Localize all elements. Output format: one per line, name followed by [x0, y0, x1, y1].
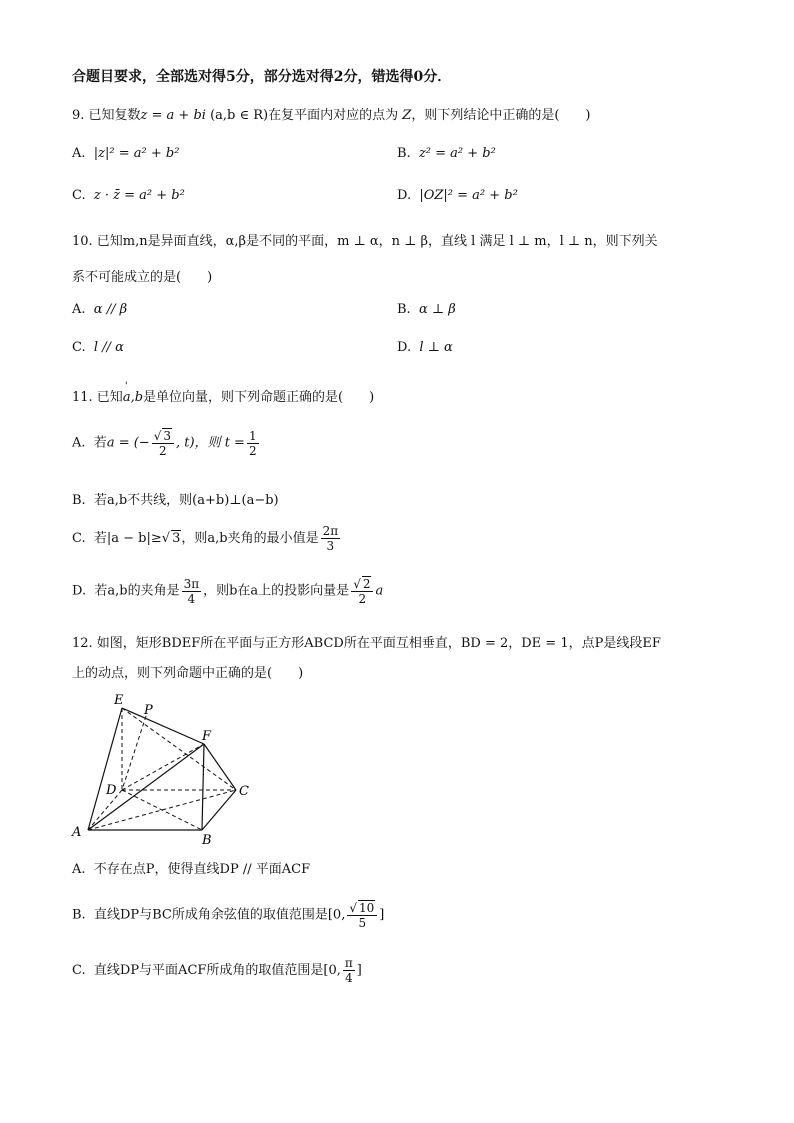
label-c: C — [239, 784, 249, 799]
sqrt-radicand: 3 — [172, 531, 181, 546]
option-label: A. — [72, 862, 86, 877]
edge-ec — [122, 708, 236, 790]
label-p: P — [144, 703, 153, 718]
fraction — [343, 956, 355, 985]
q9-c-expr: z · z̄ = a² + b² — [93, 188, 185, 203]
q12-option-a — [72, 858, 310, 877]
q10-b-expr: α ⊥ β — [418, 302, 456, 317]
option-label: A. — [72, 146, 86, 161]
q10-stem-line2: 系不可能成立的是( ) — [72, 270, 213, 285]
q11-option-c: C. 若|a − b|≥√ 3，则a,b夹角的最小值是 $\frac{2\pi}{3}$ — [72, 524, 339, 553]
edge-bc — [202, 790, 236, 830]
fraction-numerator: 3π — [183, 576, 200, 591]
geometry-figure — [64, 688, 264, 848]
sqrt-radicand: 2 — [362, 577, 371, 591]
sqrt-radicand: 10 — [359, 901, 375, 915]
q11-stem-b: 是单位向量，则下列命题正确的是( ) — [143, 390, 375, 405]
q9-option-c — [72, 188, 185, 203]
q12-stem-line1: 12. 如图，矩形BDEF所在平面与正方形ABCD所在平面互相垂直，BD = 2，DE = 1，点P是线段EF — [72, 636, 661, 651]
q12-option-b — [72, 900, 384, 930]
fraction: $\frac{√ 10}{5}$ — [347, 900, 377, 930]
option-label: D. — [397, 340, 412, 355]
fraction — [247, 429, 259, 458]
option-label: C. — [72, 531, 86, 546]
q9-a-expr: |z|² = a² + b² — [93, 146, 180, 161]
fraction-numerator: 1 — [248, 428, 257, 443]
fraction-denominator: 4 — [187, 591, 196, 606]
option-label: C. — [72, 963, 86, 978]
q11-a-post: , t)，则 — [175, 435, 221, 451]
label-f: F — [202, 729, 212, 744]
q11-d-pre: 若a,b的夹角是 — [94, 583, 180, 599]
edge-ea — [88, 708, 122, 830]
fraction-denominator: 2 — [358, 592, 367, 606]
fraction-denominator: 4 — [345, 971, 353, 985]
q11-option-b — [72, 489, 279, 508]
q12-stem-line2: 上的动点，则下列命题中正确的是( ) — [72, 666, 304, 681]
fraction: $\frac{√ 3}{2}$ — [152, 428, 174, 458]
q10-option-b — [397, 302, 456, 317]
q11-stem — [72, 386, 374, 405]
option-label: D. — [72, 583, 87, 599]
q11-c-pre: 若|a − b|≥ — [93, 531, 162, 546]
q12-option-c — [72, 956, 362, 985]
q9-stem-cond: (a,b ∈ R) — [210, 108, 269, 123]
fraction-denominator: 2 — [248, 443, 257, 458]
q11-a-t: t = — [224, 435, 245, 451]
option-label: C. — [72, 188, 86, 203]
q12-c-post: ] — [356, 963, 362, 978]
edge-ef — [122, 708, 204, 744]
label-d: D — [106, 783, 117, 798]
q9-option-a — [72, 146, 179, 161]
fraction-denominator: 3 — [326, 539, 335, 553]
option-label: D. — [397, 188, 412, 203]
q11-a-vec: a = (− — [106, 435, 150, 451]
q9-option-d — [397, 188, 518, 203]
q11-d-mid: ，则b在a上的投影向量是 — [203, 583, 350, 599]
label-b: B — [202, 833, 212, 848]
q12-c-pre: 直线DP与平面ACF所成角的取值范围是[0, — [93, 963, 341, 978]
q10-d-expr: l ⊥ α — [419, 340, 453, 355]
fraction-denominator: 5 — [358, 916, 367, 930]
edge-fc — [204, 744, 236, 790]
q10-option-d — [397, 340, 453, 355]
option-label: A. — [72, 302, 86, 317]
fraction — [321, 524, 341, 553]
q9-stem-c: ，则下列结论中正确的是( ) — [411, 108, 591, 123]
q9-stem-point: Z — [402, 108, 412, 123]
fraction — [182, 577, 202, 606]
label-a: A — [72, 825, 82, 840]
q9-stem-expr: z = a + bi — [140, 108, 206, 123]
q10-option-a — [72, 302, 127, 317]
q11-stem-vars: ' a,b — [123, 390, 143, 405]
q9-stem-b: 在复平面内对应的点为 — [268, 108, 399, 123]
q11-b-text: 若a,b不共线，则(a+b)⊥(a−b) — [93, 493, 279, 508]
sqrt-radicand: 3 — [163, 429, 171, 443]
option-label: B. — [72, 907, 86, 923]
q11-c-mid: ，则a,b夹角的最小值是 — [181, 531, 319, 546]
fraction-denominator: 2 — [159, 444, 167, 458]
option-label: B. — [397, 302, 411, 317]
q12-a-text: 不存在点P，使得直线DP // 平面ACF — [93, 862, 311, 877]
fraction-numerator: π — [344, 956, 353, 970]
q10-stem-line1: 10. 已知m,n是异面直线，α,β是不同的平面，m ⊥ α，n ⊥ β，直线 l 满足 l ⊥ m，l ⊥ n，则下列关 — [72, 234, 658, 249]
q9-stem — [72, 104, 590, 123]
fraction: $\frac{√ 2}{2}$ — [351, 576, 373, 606]
q9-d-expr: |OZ|² = a² + b² — [419, 188, 518, 203]
q9-option-b — [397, 146, 496, 161]
q9-stem-a: 9. 已知复数 — [72, 108, 141, 123]
q9-b-expr: z² = a² + b² — [418, 146, 496, 161]
q12-b-pre: 直线DP与BC所成角余弦值的取值范围是[0, — [93, 907, 346, 923]
q12-b-post: ] — [379, 907, 385, 923]
q11-d-post: a — [375, 583, 384, 599]
q11-option-d — [72, 576, 383, 606]
label-e: E — [114, 693, 124, 708]
q10-a-expr: α // β — [93, 302, 128, 317]
instructions-text: 合题目要求，全部选对得5分，部分选对得2分，错选得0分． — [72, 69, 452, 85]
q11-option-a — [72, 428, 261, 458]
q10-c-expr: l // α — [93, 340, 124, 355]
option-label: B. — [397, 146, 411, 161]
edge-fb — [202, 744, 204, 830]
option-label: A. — [72, 435, 86, 451]
q11-stem-a: 11. 已知 — [72, 390, 123, 405]
q11-a-pre: 若 — [93, 435, 107, 451]
q10-option-c — [72, 340, 124, 355]
option-label: C. — [72, 340, 86, 355]
fraction-numerator: 2π — [322, 524, 339, 538]
option-label: B. — [72, 493, 86, 508]
